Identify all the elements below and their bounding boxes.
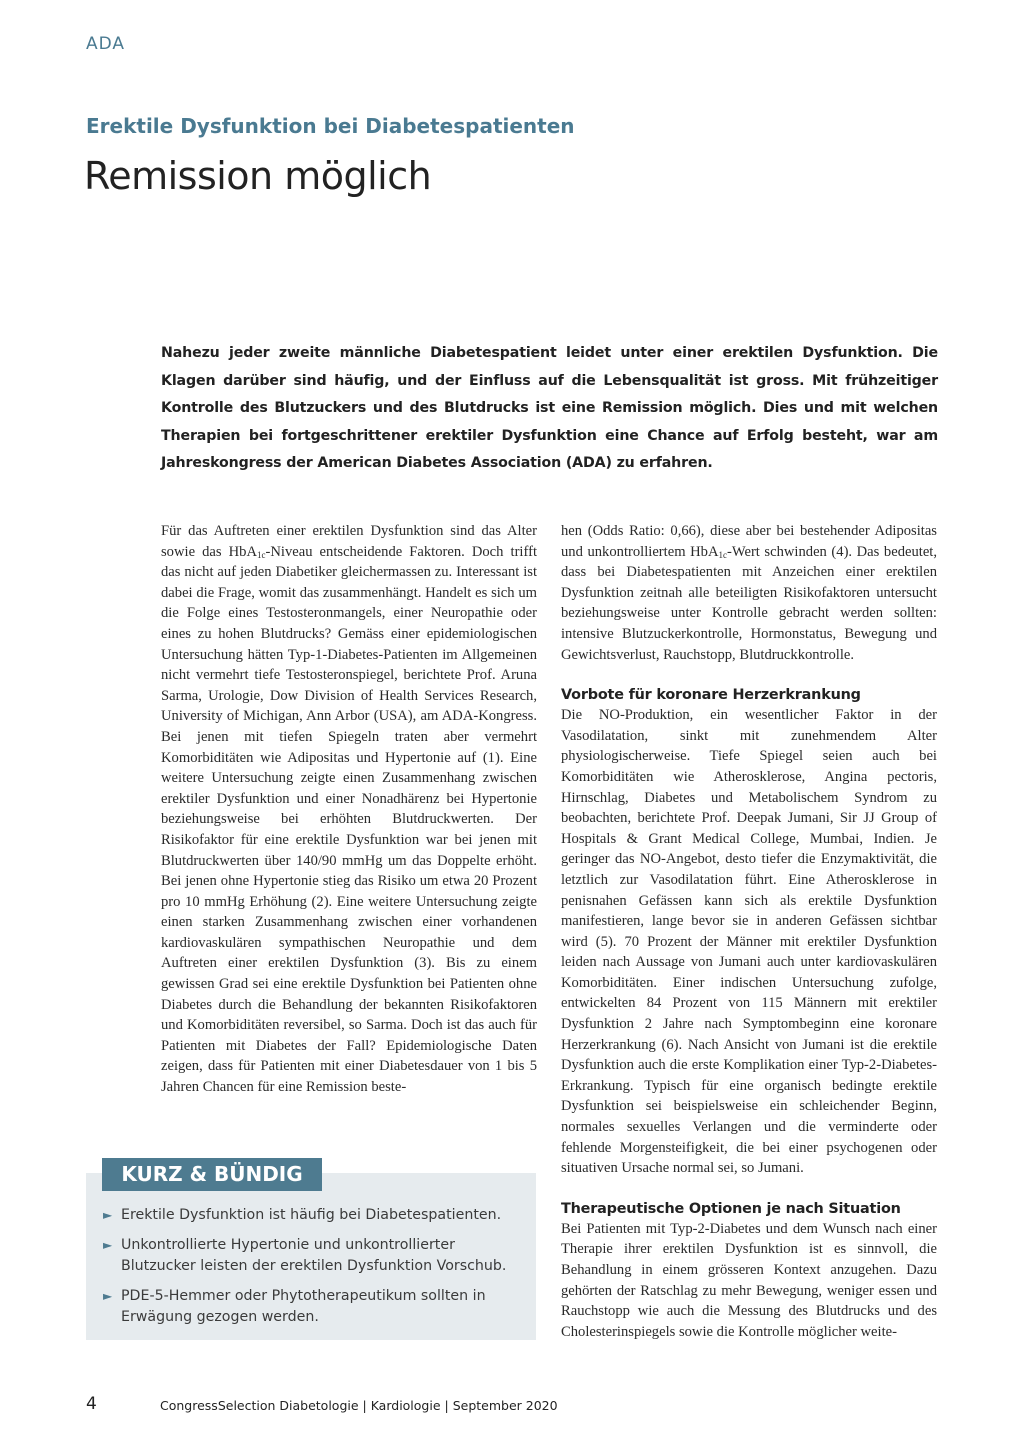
footer-publication: CongressSelection Diabetologie | Kardiologie | September 2020 <box>160 1398 558 1413</box>
subheading-therapie: Therapeutische Optionen je nach Situation <box>561 1200 901 1217</box>
list-item <box>103 1205 523 1226</box>
subscript: 1c <box>257 549 266 560</box>
right-paragraph-2: Die NO-Produktion, ein wesentlicher Faktor in der Vasodilatation, sinkt mit zunehmendem Alter physiologischerweise. Tiefe Spiegel seien auch bei Komorbiditäten wie Atherosklerose, Angina pectoris, Hirnschlag, Diabetes und Metabolischem Syndrom zu beobachten, berichtete Prof. Deepak Jumani, Sir JJ Group of Hospitals & Grant Medical College, Mumbai, Indien. Je geringer das NO-Angebot, desto tiefer die Enzymaktivität, die letztlich zur Vasodilatation führt. Eine Atherosklerose in penisnahen Gefässen kann sich als erektile Dysfunktion manifestieren, lange bevor sie in anderen Gefässen sichtbar wird (5). 70 Prozent der Männer mit erektiler Dysfunktion leiden nach Aussage von Jumani auch unter kardiovaskulären Komorbiditäten. Einer indischen Untersuchung zufolge, entwickelten 84 Prozent von 115 Männern mit erektiler Dysfunktion 2 Jahre nach Symptombeginn eine koronare Herzerkrankung (6). Nach Ansicht von Jumani ist die erektile Dysfunktion auch die erste Komplikation einer Typ-2-Diabetes-Erkrankung. Typisch für eine organisch bedingte erektile Dysfunktion sei beispielsweise ein schleichender Beginn, normales sexuelles Verlangen und die verminderte oder fehlende Morgensteifigkeit, die bei einer psychogenen oder situativen Ursache normal sei, so Jumani. <box>561 707 937 1177</box>
page-title: Remission möglich <box>84 154 432 198</box>
arrow-right-icon: ► <box>103 1289 113 1303</box>
page-number: 4 <box>86 1394 97 1414</box>
text-part: -Niveau entscheidende Faktoren. Doch trifft das nicht auf jeden Diabetiker gleichermassen zu. Interessant ist dabei die Frage, womit das zusammenhängt. Handelt es sich um die Folge eines Testosteronmangels, einer Neuropathie oder eines zu hohen Blutdrucks? Gemäss einer epidemiologischen Untersuchung hätten Typ-1-Diabetes-Patienten im Allgemeinen nicht vermehrt tiefe Testosteronspiegel, berichtete Prof. Aruna Sarma, Urologie, Dow Division of Health Services Research, University of Michigan, Ann Arbor (USA), am ADA-Kongress. Bei jenen mit tiefen Spiegeln traten aber vermehrt Komorbiditäten wie Adipositas und Hypertonie auf (1). Eine weitere Untersuchung zeigte einen Zusammenhang zwischen erektiler Dysfunktion und einer Nonadhärenz bei Hypertonie beziehungsweise bei erhöhten Blutdruckwerten. Der Risikofaktor für eine erektile Dysfunktion war bei jenen mit Blutdruckwerten über 140/90 mmHg um das Doppelte erhöht. Bei jenen ohne Hypertonie stieg das Risiko um etwa 20 Prozent pro 10 mmHg Erhöhung (2). Eine weitere Untersuchung zeigte einen starken Zusammenhang zwischen einer vorhandenen kardiovaskulären sympathischen Neuropathie und dem Auftreten einer erektilen Dysfunktion (3). Bis zu einem gewissen Grad sei eine erektile Dysfunktion bei Patienten ohne Diabetes durch die Behandlung der bekannten Risikofaktoren und Komorbiditäten reversibel, so Sarma. Doch ist das auch für Patienten mit Diabetes der Fall? Epidemiologische Daten zeigen, dass für Patienten mit einer Diabetesdauer von 1 bis 5 Jahren Chancen für eine Remission beste- <box>161 543 537 1096</box>
summary-list <box>103 1205 523 1337</box>
text-part: Für das Auftreten einer erektilen Dysfunktion sind das Alter sowie das HbA <box>161 523 537 560</box>
list-item-text: PDE-5-Hemmer oder Phytotherapeutikum sollten in Erwägung gezogen werden. <box>121 1288 486 1325</box>
list-item-text: Unkontrollierte Hypertonie und unkontrollierter Blutzucker leisten der erektilen Dysfunktion Vorschub. <box>121 1237 507 1274</box>
list-item-text: Erektile Dysfunktion ist häufig bei Diabetespatienten. <box>121 1207 502 1223</box>
left-paragraph <box>161 521 537 1098</box>
right-column <box>561 521 937 1342</box>
article-kicker: Erektile Dysfunktion bei Diabetespatienten <box>86 114 575 138</box>
right-paragraph-1 <box>561 521 937 665</box>
section-tag: ADA <box>86 34 126 54</box>
arrow-right-icon: ► <box>103 1238 113 1252</box>
subscript: 1c <box>718 549 727 560</box>
right-paragraph-3: Bei Patienten mit Typ-2-Diabetes und dem Wunsch nach einer Therapie ihrer erektilen Dysfunktion ist es sinnvoll, die Behandlung in einem grösseren Kontext anzugehen. Dazu gehörten der Ratschlag zu mehr Bewegung, weniger essen und Rauchstopp wie auch die Messung des Blutdrucks und des Cholesterinspiegels sowie die Kontrolle möglicher weite- <box>561 1220 937 1340</box>
list-item <box>103 1235 523 1277</box>
lead-paragraph: Nahezu jeder zweite männliche Diabetespatient leidet unter einer erektilen Dysfunktion. Die Klagen darüber sind häufig, und der Einfluss auf die Lebensqualität ist gross. Mit frühzeitiger Kontrolle des Blutzuckers und des Blutdrucks ist eine Remission möglich. Dies und mit welchen Therapien bei fortgeschrittener erektiler Dysfunktion eine Chance auf Erfolg besteht, war am Jahreskongress der American Diabetes Association (ADA) zu erfahren. <box>161 345 938 471</box>
list-item <box>103 1286 523 1328</box>
text-part: hen (Odds Ratio: 0,66), diese aber bei bestehender Adipositas und unkontrolliertem HbA <box>561 523 937 560</box>
text-part: -Wert schwinden (4). Das bedeutet, dass bei Diabetespatienten mit Anzeichen einer erektilen Dysfunktion zeitnah alle beteiligten Risikofaktoren untersucht beziehungsweise unter Kontrolle gebracht werden sollten: intensive Blutzuckerkontrolle, Hormonstatus, Bewegung und Gewichtsverlust, Rauchstopp, Blutdruckkontrolle. <box>561 543 937 663</box>
arrow-right-icon: ► <box>103 1208 113 1222</box>
subheading-vorbote: Vorbote für koronare Herzerkrankung <box>561 687 861 704</box>
summary-box-title: KURZ & BÜNDIG <box>102 1158 322 1191</box>
left-column <box>161 521 537 1098</box>
